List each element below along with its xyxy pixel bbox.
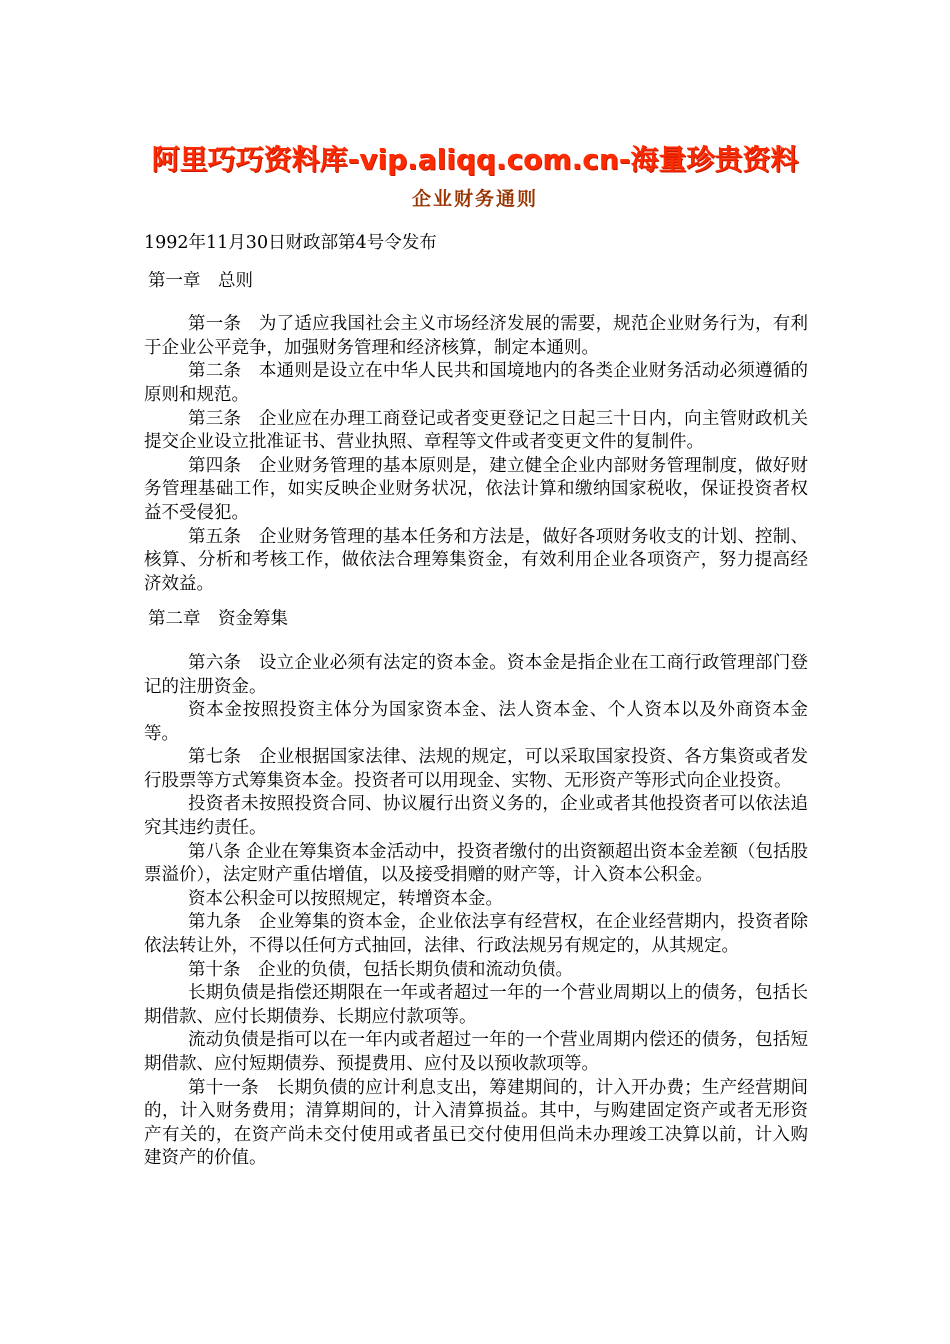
article-paragraph: 第一条 为了适应我国社会主义市场经济发展的需要，规范企业财务行为，有利于企业公平竞争，加强财务管理和经济核算，制定本通则。 bbox=[144, 314, 808, 358]
site-banner: 阿里巧巧资料库-vip.aliqq.com.cn-海量珍贵资料 bbox=[151, 143, 799, 176]
chapter-heading: 第二章 资金筹集 bbox=[148, 609, 288, 630]
article-paragraph: 第二条 本通则是设立在中华人民共和国境地内的各类企业财务活动必须遵循的原则和规范。 bbox=[144, 361, 808, 405]
article-paragraph: 第九条 企业筹集的资本金，企业依法享有经营权，在企业经营期内，投资者除依法转让外，不得以任何方式抽回，法律、行政法规另有规定的，从其规定。 bbox=[144, 912, 808, 957]
article-paragraph: 第十一条 长期负债的应计利息支出，筹建期间的，计入开办费；生产经营期间的，计入财务费用；清算期间的，计入清算损益。其中，与购建固定资产或者无形资产有关的，在资产尚未交付使用或者虽已交付使用但尚未办理竣工决算以前，计入购建资产的价值。 bbox=[144, 1077, 808, 1169]
article-paragraph: 第三条 企业应在办理工商登记或者变更登记之日起三十日内，向主管财政机关提交企业设立批准证书、营业执照、章程等文件或者变更文件的复制件。 bbox=[144, 408, 808, 453]
article-paragraph: 流动负债是指可以在一年内或者超过一年的一个营业周期内偿还的债务，包括短期借款、应付短期债券、预提费用、应付及以预收款项等。 bbox=[144, 1030, 808, 1074]
document-body bbox=[144, 232, 808, 1171]
article-paragraph: 资本公积金可以按照规定，转增资本金。 bbox=[188, 888, 503, 909]
article-paragraph: 第五条 企业财务管理的基本任务和方法是，做好各项财务收支的计划、控制、核算、分析和考核工作，做依法合理筹集资金，有效利用企业各项资产，努力提高经济效益。 bbox=[144, 526, 808, 594]
chapter-heading: 第一章 总则 bbox=[148, 270, 253, 291]
article-paragraph: 第八条 企业在筹集资本金活动中，投资者缴付的出资额超出资本金差额（包括股票溢价），法定财产重估增值，以及接受捐赠的财产等，计入资本公积金。 bbox=[144, 841, 808, 886]
article-paragraph: 长期负债是指偿还期限在一年或者超过一年的一个营业周期以上的债务，包括长期借款、应付长期债券、长期应付款项等。 bbox=[144, 983, 808, 1027]
article-paragraph: 第十条 企业的负债，包括长期负债和流动负债。 bbox=[188, 959, 573, 980]
article-paragraph: 投资者未按照投资合同、协议履行出资义务的，企业或者其他投资者可以依法追究其违约责任。 bbox=[144, 794, 808, 839]
document-title: 企业财务通则 bbox=[411, 188, 538, 210]
article-paragraph: 第六条 设立企业必须有法定的资本金。资本金是指企业在工商行政管理部门登记的注册资金。 bbox=[144, 652, 808, 697]
publication-note: 1992年11月30日财政部第4号令发布 bbox=[144, 233, 437, 253]
article-paragraph: 资本金按照投资主体分为国家资本金、法人资本金、个人资本以及外商资本金等。 bbox=[144, 700, 808, 744]
article-paragraph: 第四条 企业财务管理的基本原则是，建立健全企业内部财务管理制度，做好财务管理基础工作，如实反映企业财务状况，依法计算和缴纳国家税收，保证投资者权益不受侵犯。 bbox=[144, 455, 808, 523]
article-paragraph: 第七条 企业根据国家法律、法规的规定，可以采取国家投资、各方集资或者发行股票等方式筹集资本金。投资者可以用现金、实物、无形资产等形式向企业投资。 bbox=[144, 747, 808, 791]
